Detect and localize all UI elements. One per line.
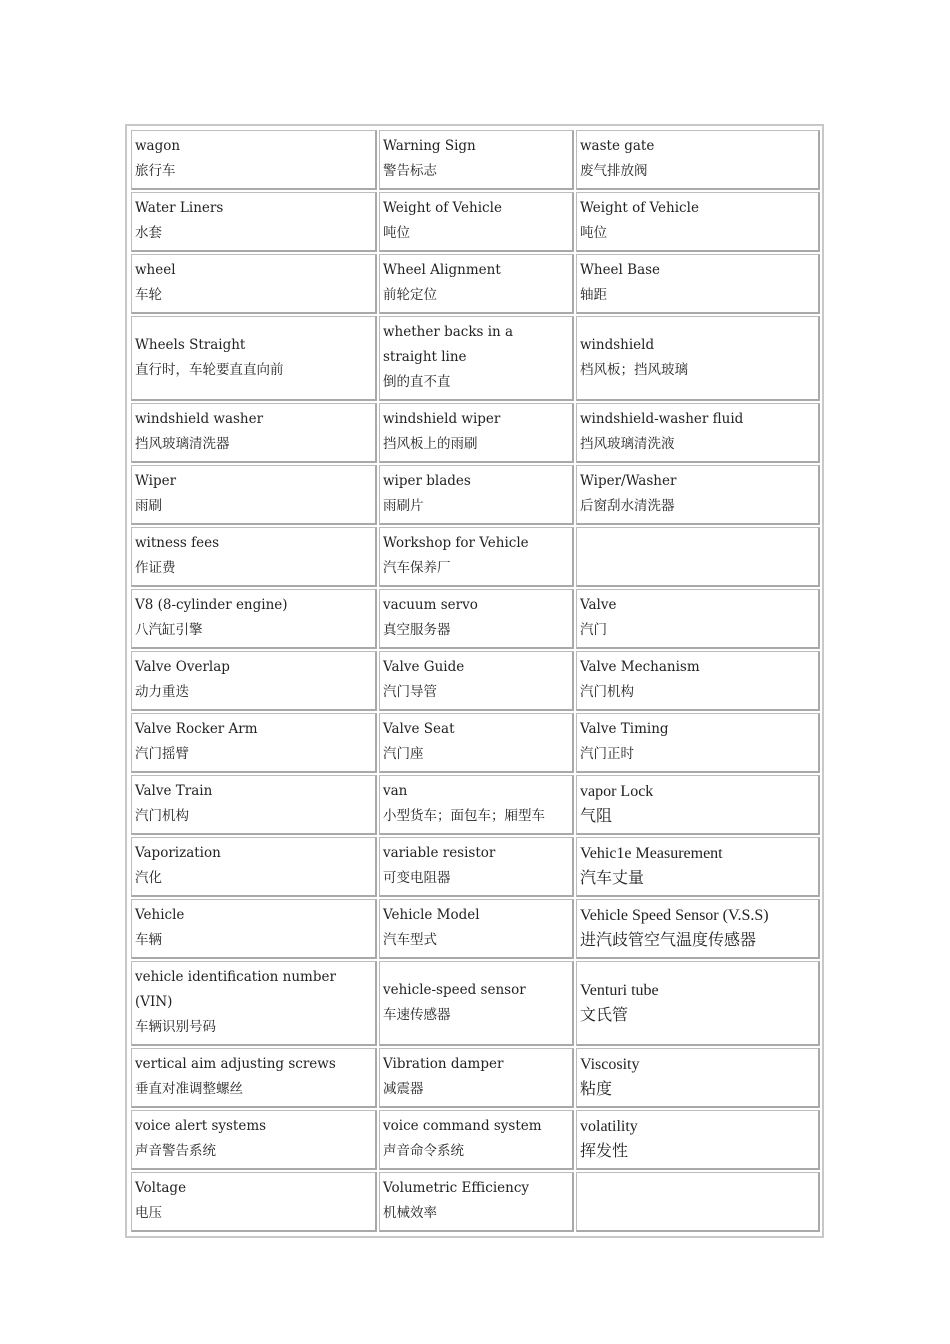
term-chinese: 警告标志: [383, 163, 437, 179]
term-english: Weight of Vehicle: [383, 200, 502, 216]
term-chinese: 汽门机构: [135, 808, 189, 824]
term-chinese: 可变电阻器: [383, 870, 451, 886]
term-chinese: 车速传感器: [383, 1006, 451, 1023]
table-row: [131, 254, 820, 314]
term-chinese: 直行时，车轮要直直向前: [135, 361, 284, 378]
glossary-table-frame: [125, 124, 824, 1238]
term-english: Workshop for Vehicle: [383, 535, 529, 551]
term-chinese: 轴距: [580, 287, 607, 303]
term-english: whether backs in a straight line: [383, 324, 514, 365]
table-cell: [576, 713, 820, 773]
table-cell: [379, 899, 574, 959]
term-english: witness fees: [135, 535, 220, 551]
table-row: [131, 465, 820, 525]
table-row: [131, 527, 820, 587]
term-chinese: 汽化: [135, 870, 162, 886]
table-cell: [379, 254, 574, 314]
table-cell: [576, 316, 820, 401]
table-cell: [379, 465, 574, 525]
table-cell: [576, 254, 820, 314]
term-english: windshield: [580, 336, 655, 353]
term-chinese: 吨位: [383, 225, 410, 241]
table-row: [131, 316, 820, 401]
table-row: [131, 1172, 820, 1232]
table-cell: [131, 254, 377, 314]
term-english: Valve Overlap: [135, 659, 230, 675]
term-chinese: 前轮定位: [383, 287, 437, 303]
term-english: Wheel Alignment: [383, 262, 501, 278]
term-english: waste gate: [580, 138, 655, 154]
table-cell: [379, 130, 574, 190]
table-cell: [576, 130, 820, 190]
term-chinese: 车辆识别号码: [135, 1019, 216, 1035]
table-cell: [379, 589, 574, 649]
table-row: [131, 899, 820, 959]
table-row: [131, 130, 820, 190]
term-english: Weight of Vehicle: [580, 200, 699, 216]
term-chinese: 废气排放阀: [580, 163, 648, 179]
term-chinese: 动力重迭: [135, 684, 189, 700]
term-chinese: 汽车丈量: [580, 870, 645, 887]
table-cell: [379, 403, 574, 463]
term-english: Wiper/Washer: [580, 473, 677, 489]
term-english: wiper blades: [383, 473, 471, 489]
term-chinese: 挡风板上的雨刷: [383, 436, 478, 452]
table-cell: [131, 589, 377, 649]
term-chinese: 汽门正时: [580, 746, 634, 762]
term-english: Volumetric Efficiency: [383, 1180, 530, 1196]
term-chinese: 汽门座: [383, 746, 424, 762]
term-chinese: 吨位: [580, 225, 607, 241]
table-row: [131, 403, 820, 463]
table-cell: [131, 775, 377, 835]
table-cell: [576, 837, 820, 897]
term-english: vapor Lock: [580, 783, 654, 800]
term-english: vehicle identification number (VIN): [135, 969, 336, 1010]
term-english: Valve Mechanism: [580, 659, 700, 675]
table-row: [131, 1110, 820, 1170]
table-cell: [576, 465, 820, 525]
table-cell: [131, 1110, 377, 1170]
glossary-table: [129, 128, 822, 1234]
term-english: volatility: [580, 1118, 638, 1135]
table-cell: [131, 316, 377, 401]
table-cell: [576, 1048, 820, 1108]
table-cell: [379, 192, 574, 252]
term-english: wagon: [135, 138, 181, 154]
term-english: Valve Seat: [383, 721, 455, 737]
term-chinese: 旅行车: [135, 163, 176, 179]
term-english: vertical aim adjusting screws: [135, 1056, 336, 1072]
term-english: vehicle-speed sensor: [383, 981, 526, 998]
term-chinese: 车轮: [135, 287, 162, 303]
term-chinese: 粘度: [580, 1081, 613, 1098]
term-english: Warning Sign: [383, 138, 476, 154]
table-row: [131, 651, 820, 711]
table-cell: [131, 1172, 377, 1232]
table-cell: [576, 651, 820, 711]
term-english: vacuum servo: [383, 597, 478, 613]
term-chinese: 汽门: [580, 622, 607, 638]
table-cell: [379, 837, 574, 897]
term-english: windshield-washer fluid: [580, 411, 744, 427]
table-cell: [379, 316, 574, 401]
table-cell: [131, 961, 377, 1046]
term-english: V8 (8-cylinder engine): [135, 597, 288, 613]
term-english: Valve Timing: [580, 721, 669, 737]
term-english: Valve Guide: [383, 659, 465, 675]
term-chinese: 汽车型式: [383, 932, 437, 948]
term-chinese: 八汽缸引擎: [135, 622, 203, 638]
table-cell: [379, 1110, 574, 1170]
term-english: windshield wiper: [383, 411, 501, 427]
term-chinese: 声音警告系统: [135, 1143, 216, 1159]
term-chinese: 汽门导管: [383, 684, 437, 700]
table-cell: [131, 651, 377, 711]
term-chinese: 挡风玻璃清洗器: [135, 436, 230, 452]
term-english: Water Liners: [135, 200, 224, 216]
term-english: Vehicle: [135, 907, 185, 923]
table-cell: [379, 1172, 574, 1232]
table-row: [131, 1048, 820, 1108]
table-cell-empty: [576, 1172, 820, 1232]
term-chinese: 挡风玻璃清洗液: [580, 436, 675, 452]
table-cell: [131, 465, 377, 525]
table-cell: [131, 192, 377, 252]
table-row: [131, 589, 820, 649]
term-chinese: 倒的直不直: [383, 374, 451, 390]
term-english: voice command system: [383, 1118, 542, 1134]
term-chinese: 车辆: [135, 932, 162, 948]
table-cell: [379, 1048, 574, 1108]
term-english: Viscosity: [580, 1056, 640, 1073]
table-cell: [379, 651, 574, 711]
table-cell: [131, 1048, 377, 1108]
table-cell: [379, 961, 574, 1046]
term-chinese: 后窗刮水清洗器: [580, 498, 675, 514]
term-english: Venturi tube: [580, 981, 659, 999]
term-english: Valve: [580, 597, 617, 613]
term-chinese: 汽门摇臂: [135, 746, 189, 762]
term-chinese: 雨刷: [135, 498, 162, 514]
table-cell: [131, 899, 377, 959]
term-english: Vehicle Model: [383, 907, 480, 923]
term-chinese: 汽车保养厂: [383, 560, 451, 576]
term-english: Valve Rocker Arm: [135, 721, 258, 737]
term-english: van: [383, 783, 408, 799]
table-cell: [576, 961, 820, 1046]
term-english: Vibration damper: [383, 1056, 504, 1072]
table-cell: [131, 130, 377, 190]
term-chinese: 垂直对准调整螺丝: [135, 1081, 243, 1097]
term-english: variable resistor: [383, 845, 496, 861]
term-chinese: 小型货车；面包车；厢型车: [383, 808, 545, 824]
table-cell: [576, 899, 820, 959]
table-cell: [379, 713, 574, 773]
table-row: [131, 837, 820, 897]
term-chinese: 声音命令系统: [383, 1143, 464, 1159]
term-english: Wheel Base: [580, 262, 661, 278]
term-chinese: 真空服务器: [383, 622, 451, 638]
term-chinese: 雨刷片: [383, 498, 424, 514]
table-cell-empty: [576, 527, 820, 587]
term-english: Valve Train: [135, 783, 213, 799]
term-chinese: 文氏管: [580, 1006, 629, 1024]
term-chinese: 机械效率: [383, 1205, 437, 1221]
table-cell: [131, 837, 377, 897]
term-english: Voltage: [135, 1180, 187, 1196]
table-row: [131, 961, 820, 1046]
term-chinese: 汽门机构: [580, 684, 634, 700]
table-cell: [379, 775, 574, 835]
term-chinese: 水套: [135, 225, 162, 241]
term-english: voice alert systems: [135, 1118, 267, 1134]
table-cell: [576, 192, 820, 252]
term-english: Vaporization: [135, 845, 221, 861]
table-cell: [379, 527, 574, 587]
table-row: [131, 775, 820, 835]
term-english: Wheels Straight: [135, 336, 246, 353]
table-row: [131, 192, 820, 252]
term-english: windshield washer: [135, 411, 264, 427]
term-english: Vehic1e Measurement: [580, 845, 723, 862]
table-cell: [576, 775, 820, 835]
table-cell: [576, 403, 820, 463]
table-cell: [576, 1110, 820, 1170]
term-english: Vehicle Speed Sensor (V.S.S): [580, 907, 769, 924]
term-chinese: 挥发性: [580, 1143, 629, 1160]
term-chinese: 电压: [135, 1205, 162, 1221]
table-cell: [131, 527, 377, 587]
term-chinese: 作证费: [135, 560, 176, 576]
term-chinese: 减震器: [383, 1081, 424, 1097]
table-row: [131, 713, 820, 773]
term-chinese: 档风板；挡风玻璃: [580, 361, 688, 378]
table-cell: [576, 589, 820, 649]
table-cell: [131, 713, 377, 773]
term-english: wheel: [135, 262, 176, 278]
term-english: Wiper: [135, 473, 177, 489]
table-cell: [131, 403, 377, 463]
term-chinese: 气阻: [580, 808, 613, 825]
term-chinese: 进汽歧管空气温度传感器: [580, 932, 757, 949]
